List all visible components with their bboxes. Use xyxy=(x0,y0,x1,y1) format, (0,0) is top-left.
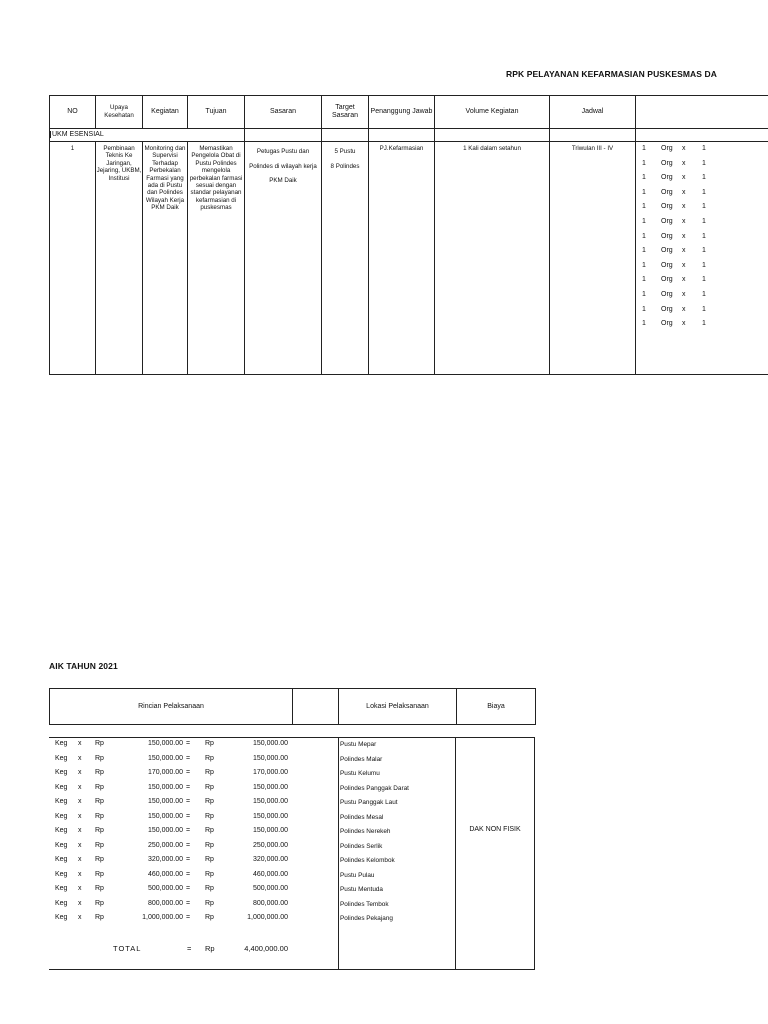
volume-row-m: 1 xyxy=(702,320,706,328)
budget-rp2: Rp xyxy=(205,798,214,805)
budget-x: x xyxy=(78,812,82,820)
volume-breakdown xyxy=(636,142,768,375)
budget-val: 150,000.00 xyxy=(147,783,183,791)
budget-rp2: Rp xyxy=(205,827,214,834)
budget-eq: = xyxy=(186,914,191,921)
volume-row-x: x xyxy=(682,145,686,152)
header-jadwal: Jadwal xyxy=(550,96,636,129)
volume-row-x: x xyxy=(682,174,686,182)
budget-x: x xyxy=(78,769,82,776)
volume-row xyxy=(636,262,768,277)
row-kegiatan: Monitoring dan Supervisi Terhadap Perbekalan Farmasi yang ada di Pustu dan Polindes Wilayah Kerja PKM Daik xyxy=(143,142,188,375)
budget-x: x xyxy=(78,754,82,762)
header-tujuan: Tujuan xyxy=(188,96,245,129)
budget-x: x xyxy=(78,783,82,791)
volume-row-m: 1 xyxy=(702,290,706,298)
row-jadwal: Triwulan III - IV xyxy=(550,142,636,375)
budget-rp: Rp xyxy=(95,870,104,878)
volume-row-n: 1 xyxy=(642,217,646,225)
volume-row-x: x xyxy=(682,188,686,196)
budget-rp: Rp xyxy=(95,798,104,805)
budget-location: Polindes Tembok xyxy=(340,900,389,908)
row-pj: PJ.Kefarmasian xyxy=(369,142,435,375)
volume-row-n: 1 xyxy=(642,145,646,152)
budget-tot: 460,000.00 xyxy=(252,870,288,878)
budget-x: x xyxy=(78,870,82,878)
budget-location: Polindes Serlik xyxy=(340,842,383,850)
volume-row xyxy=(636,145,768,160)
budget-rp: Rp xyxy=(95,783,104,791)
header-lokasi: Lokasi Pelaksanaan xyxy=(339,689,457,725)
budget-keg: Keg xyxy=(55,754,68,762)
total-value: 4,400,000.00 xyxy=(244,944,288,953)
volume-row-n: 1 xyxy=(642,203,646,211)
activity-table xyxy=(49,95,768,375)
header-upaya: Upaya Kesehatan xyxy=(96,96,143,129)
budget-location: Pustu Panggak Laut xyxy=(340,799,398,806)
volume-row-n: 1 xyxy=(642,305,646,313)
row-volume: 1 Kali dalam setahun xyxy=(435,142,550,375)
budget-keg: Keg xyxy=(55,899,68,907)
budget-rp2: Rp xyxy=(205,812,214,820)
row-no: 1 xyxy=(50,142,96,375)
volume-row-u: Org xyxy=(661,305,673,313)
budget-x: x xyxy=(78,899,82,907)
volume-row-m: 1 xyxy=(702,261,706,269)
budget-eq: = xyxy=(186,856,191,863)
volume-row-n: 1 xyxy=(642,261,646,269)
volume-row xyxy=(636,203,768,218)
budget-tot: 250,000.00 xyxy=(252,841,288,849)
budget-x: x xyxy=(78,798,82,805)
budget-rp2: Rp xyxy=(205,899,214,907)
budget-tot: 150,000.00 xyxy=(252,754,288,762)
volume-row-x: x xyxy=(682,290,686,298)
budget-rp2: Rp xyxy=(205,783,214,791)
volume-row xyxy=(636,174,768,189)
section-title: AIK TAHUN 2021 xyxy=(49,661,118,671)
budget-keg: Keg xyxy=(55,914,68,921)
header-no: NO xyxy=(50,96,96,129)
budget-val: 150,000.00 xyxy=(147,827,183,834)
row-upaya: Pembinaan Teknis Ke Jaringan, Jejaring, UKBM, Institusi xyxy=(96,142,143,375)
budget-rp2: Rp xyxy=(205,856,214,863)
budget-val: 170,000.00 xyxy=(147,769,183,776)
volume-row-u: Org xyxy=(661,276,673,284)
budget-rp: Rp xyxy=(95,856,104,863)
header-biaya: Biaya xyxy=(457,689,536,725)
budget-val: 500,000.00 xyxy=(147,885,183,892)
volume-row-u: Org xyxy=(661,320,673,328)
budget-rp: Rp xyxy=(95,812,104,820)
volume-row-m: 1 xyxy=(702,247,706,255)
volume-row-m: 1 xyxy=(702,305,706,313)
budget-keg: Keg xyxy=(55,769,68,776)
row-target xyxy=(322,142,369,375)
header-rincian: Rincian Pelaksanaan xyxy=(50,689,293,725)
volume-row-m: 1 xyxy=(702,203,706,211)
volume-row-n: 1 xyxy=(642,320,646,328)
budget-location: Polindes Mesal xyxy=(340,813,384,821)
volume-row-u: Org xyxy=(661,174,673,182)
budget-eq: = xyxy=(186,812,191,820)
header-volume: Volume Kegiatan xyxy=(435,96,550,129)
budget-rp2: Rp xyxy=(205,754,214,762)
volume-row-u: Org xyxy=(661,247,673,255)
budget-val: 150,000.00 xyxy=(147,798,183,805)
budget-val: 250,000.00 xyxy=(147,841,183,849)
header-target: Target Sasaran xyxy=(322,96,369,129)
budget-val: 460,000.00 xyxy=(147,870,183,878)
budget-keg: Keg xyxy=(55,740,68,747)
budget-rp2: Rp xyxy=(205,870,214,878)
budget-location: Polindes Malar xyxy=(340,755,383,763)
volume-row-u: Org xyxy=(661,159,673,167)
volume-row xyxy=(636,320,768,335)
volume-row-n: 1 xyxy=(642,174,646,182)
budget-eq: = xyxy=(186,899,191,907)
budget-rp2: Rp xyxy=(205,914,214,921)
target-polindes: 8 Polindes xyxy=(330,162,360,170)
budget-col-divider-2 xyxy=(455,737,456,969)
volume-row-u: Org xyxy=(661,290,673,298)
header-blank2 xyxy=(293,689,339,725)
budget-table-header xyxy=(49,688,536,725)
volume-row-m: 1 xyxy=(702,188,706,196)
budget-keg: Keg xyxy=(55,783,68,791)
volume-row-x: x xyxy=(682,217,686,225)
volume-row xyxy=(636,233,768,248)
volume-row-x: x xyxy=(682,232,686,240)
budget-keg: Keg xyxy=(55,827,68,834)
budget-col-divider-1 xyxy=(338,737,339,969)
budget-body-top-line xyxy=(49,737,535,738)
volume-row-u: Org xyxy=(661,188,673,196)
budget-keg: Keg xyxy=(55,870,68,878)
budget-tot: 800,000.00 xyxy=(252,899,288,907)
header-kegiatan: Kegiatan xyxy=(143,96,188,129)
budget-eq: = xyxy=(186,769,191,776)
budget-tot: 320,000.00 xyxy=(252,856,288,863)
budget-tot: 500,000.00 xyxy=(252,885,288,892)
volume-row-m: 1 xyxy=(702,232,706,240)
volume-row-x: x xyxy=(682,320,686,328)
total-label: TOTAL xyxy=(113,944,142,953)
budget-rp2: Rp xyxy=(205,841,214,849)
budget-eq: = xyxy=(186,885,191,892)
volume-row-x: x xyxy=(682,203,686,211)
budget-keg: Keg xyxy=(55,841,68,849)
budget-tot: 170,000.00 xyxy=(252,769,288,776)
budget-body-bottom-line xyxy=(49,969,535,970)
volume-row-n: 1 xyxy=(642,232,646,240)
volume-row-x: x xyxy=(682,159,686,167)
budget-x: x xyxy=(78,914,82,921)
volume-row xyxy=(636,306,768,321)
budget-x: x xyxy=(78,827,82,834)
budget-location: Pustu Mentuda xyxy=(340,886,383,893)
budget-val: 150,000.00 xyxy=(147,754,183,762)
budget-x: x xyxy=(78,856,82,863)
target-pustu: 5 Pustu xyxy=(334,148,356,155)
volume-row-u: Org xyxy=(661,203,673,211)
budget-rp: Rp xyxy=(95,914,104,921)
budget-eq: = xyxy=(186,754,191,762)
volume-row-m: 1 xyxy=(702,174,706,182)
volume-row-u: Org xyxy=(661,261,673,269)
budget-eq: = xyxy=(186,740,191,747)
header-sasaran: Sasaran xyxy=(245,96,322,129)
budget-location: Polindes Pekajang xyxy=(340,915,393,922)
volume-row-x: x xyxy=(682,276,686,284)
budget-tot: 150,000.00 xyxy=(252,740,288,747)
header-blank xyxy=(636,96,768,129)
budget-keg: Keg xyxy=(55,812,68,820)
budget-keg: Keg xyxy=(55,885,68,892)
budget-eq: = xyxy=(186,870,191,878)
header-pj: Penanggung Jawab xyxy=(369,96,435,129)
row-tujuan: Memastikan Pengelola Obat di Pustu Polindes mengelola perbekalan farmasi sesuai dengan standar pelayanan kefarmasian di puskesmas xyxy=(188,142,245,375)
budget-rp: Rp xyxy=(95,740,104,747)
volume-row-n: 1 xyxy=(642,188,646,196)
volume-row xyxy=(636,276,768,291)
budget-tot: 150,000.00 xyxy=(252,827,288,834)
budget-tot: 150,000.00 xyxy=(252,798,288,805)
volume-row-x: x xyxy=(682,305,686,313)
section-label xyxy=(50,129,143,142)
budget-location: Polindes Nerekeh xyxy=(340,828,391,835)
volume-row-x: x xyxy=(682,247,686,255)
budget-tot: 1,000,000.00 xyxy=(247,914,288,921)
budget-x: x xyxy=(78,841,82,849)
budget-location: Pustu Mepar xyxy=(340,741,377,748)
budget-rp2: Rp xyxy=(205,740,214,747)
budget-val: 320,000.00 xyxy=(147,856,183,863)
budget-rp: Rp xyxy=(95,841,104,849)
volume-row-n: 1 xyxy=(642,247,646,255)
section-label-text: UKM ESENSIAL xyxy=(52,131,104,138)
volume-row xyxy=(636,291,768,306)
budget-val: 150,000.00 xyxy=(147,812,183,820)
budget-x: x xyxy=(78,885,82,892)
budget-location: Polindes Panggak Darat xyxy=(340,784,409,792)
budget-tot: 150,000.00 xyxy=(252,812,288,820)
volume-row-m: 1 xyxy=(702,276,706,284)
budget-val: 800,000.00 xyxy=(147,899,183,907)
budget-x: x xyxy=(78,740,82,747)
budget-rp: Rp xyxy=(95,827,104,834)
budget-location: Pustu Pulau xyxy=(340,871,375,879)
volume-row-m: 1 xyxy=(702,159,706,167)
budget-col-divider-3 xyxy=(534,737,535,969)
budget-rp2: Rp xyxy=(205,885,214,892)
budget-eq: = xyxy=(186,827,191,834)
budget-eq: = xyxy=(186,783,191,791)
volume-row xyxy=(636,189,768,204)
volume-row-n: 1 xyxy=(642,159,646,167)
volume-row-u: Org xyxy=(661,232,673,240)
budget-val: 1,000,000.00 xyxy=(142,914,183,921)
volume-row-x: x xyxy=(682,261,686,269)
budget-eq: = xyxy=(186,798,191,805)
budget-keg: Keg xyxy=(55,856,68,863)
total-eq: = xyxy=(187,944,192,953)
budget-eq: = xyxy=(186,841,191,849)
document-title: RPK PELAYANAN KEFARMASIAN PUSKESMAS DA xyxy=(506,69,717,79)
volume-row-m: 1 xyxy=(702,145,706,152)
budget-rp2: Rp xyxy=(205,769,214,776)
volume-row-n: 1 xyxy=(642,290,646,298)
budget-location: Pustu Kelumu xyxy=(340,770,380,777)
volume-row xyxy=(636,247,768,262)
budget-val: 150,000.00 xyxy=(147,740,183,747)
budget-keg: Keg xyxy=(55,798,68,805)
volume-row xyxy=(636,160,768,175)
total-rp: Rp xyxy=(205,944,215,953)
row-sasaran: Petugas Pustu dan Polindes di wilayah kerja PKM Daik xyxy=(245,142,322,375)
volume-row-m: 1 xyxy=(702,217,706,225)
budget-tot: 150,000.00 xyxy=(252,783,288,791)
volume-row-u: Org xyxy=(661,145,673,152)
budget-rp: Rp xyxy=(95,885,104,892)
volume-row-n: 1 xyxy=(642,276,646,284)
budget-location: Polindes Kelombok xyxy=(340,857,395,864)
budget-rp: Rp xyxy=(95,769,104,776)
biaya-value: DAK NON FISIK xyxy=(469,826,521,833)
volume-row-u: Org xyxy=(661,217,673,225)
budget-rp: Rp xyxy=(95,754,104,762)
volume-row xyxy=(636,218,768,233)
budget-rp: Rp xyxy=(95,899,104,907)
